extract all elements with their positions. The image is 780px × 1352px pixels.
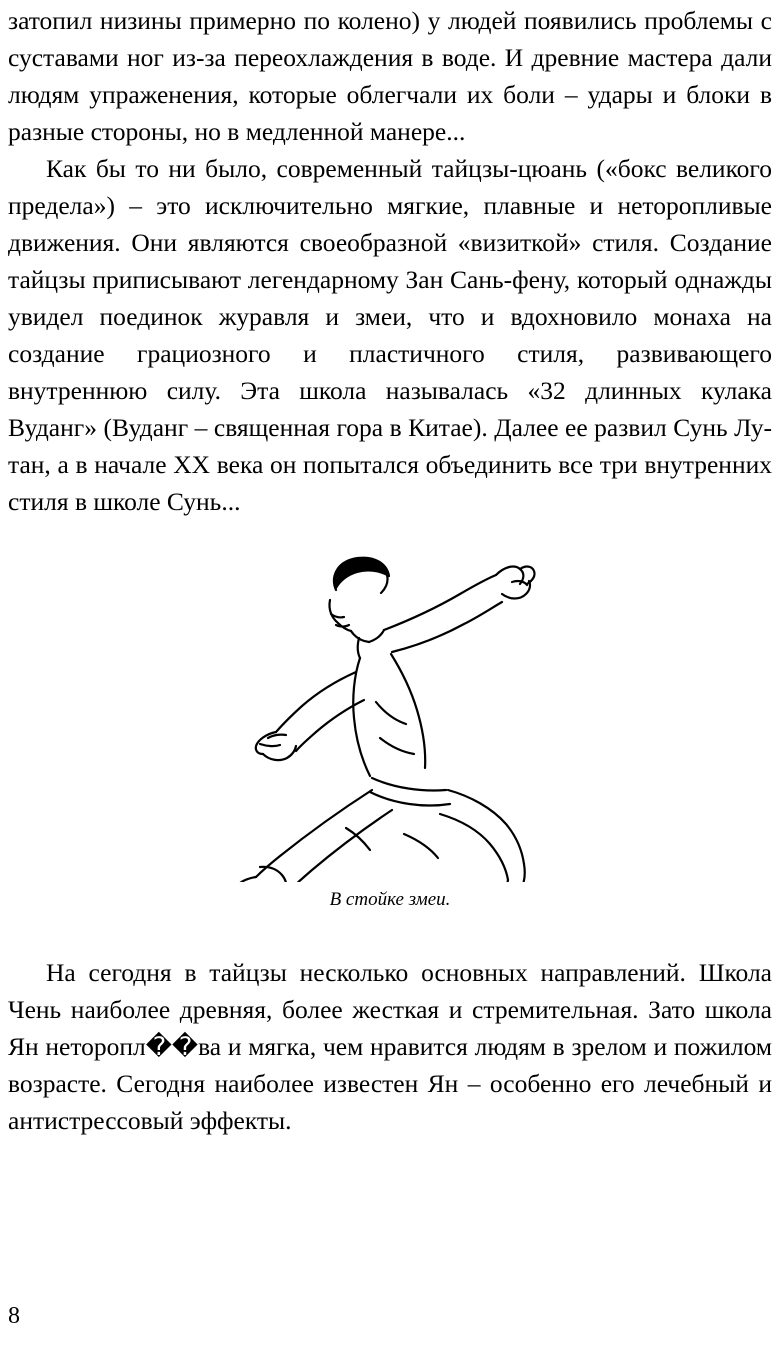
paragraph-continued: затопил низины примерно по колено) у людей появились проблемы с суставами ног из-за переохлаждения в воде. И древние мастера дали людям упраженения, которые облегчали их боли – удары и блоки в разные стороны, но в медленной манере... — [8, 6, 772, 146]
paragraph-schools: На сегодня в тайцзы несколько основных направлений. Школа Чень наиболее древняя, более жесткая и стремительная. Зато школа Ян неторопл��ва и мягка, чем нравится людям в зрелом и пожилом возрасте. Сегодня наиболее известен Ян – особенно его лечебный и антистрессовый эффекты. — [8, 958, 772, 1135]
figure-caption: В стойке змеи. — [329, 889, 451, 910]
figure-snake-stance — [8, 542, 772, 912]
paragraph-taichi-history: Как бы то ни было, современный тайцзы-цюань («бокс великого предела») – это исключительно мягкие, плавные и неторопливые движения. Они являются своеобразной «визиткой» стиля. Создание тайцзы приписывают легендарному Зан Сань-фену, который однажды увидел поединок журавля и змеи, что и вдохновило монаха на создание грациозного и пластичного стиля, развивающего внутреннюю силу. Эта школа называлась «32 длинных кулака Вуданг» (Вуданг – священная гора в Китае). Далее ее развил Сунь Лу-тан, а в начале ХХ века он попытался объединить все три внутренних стиля в школе Сунь... — [8, 154, 772, 516]
page-number: 8 — [8, 1303, 20, 1329]
snake-stance-illustration-icon — [160, 542, 620, 882]
